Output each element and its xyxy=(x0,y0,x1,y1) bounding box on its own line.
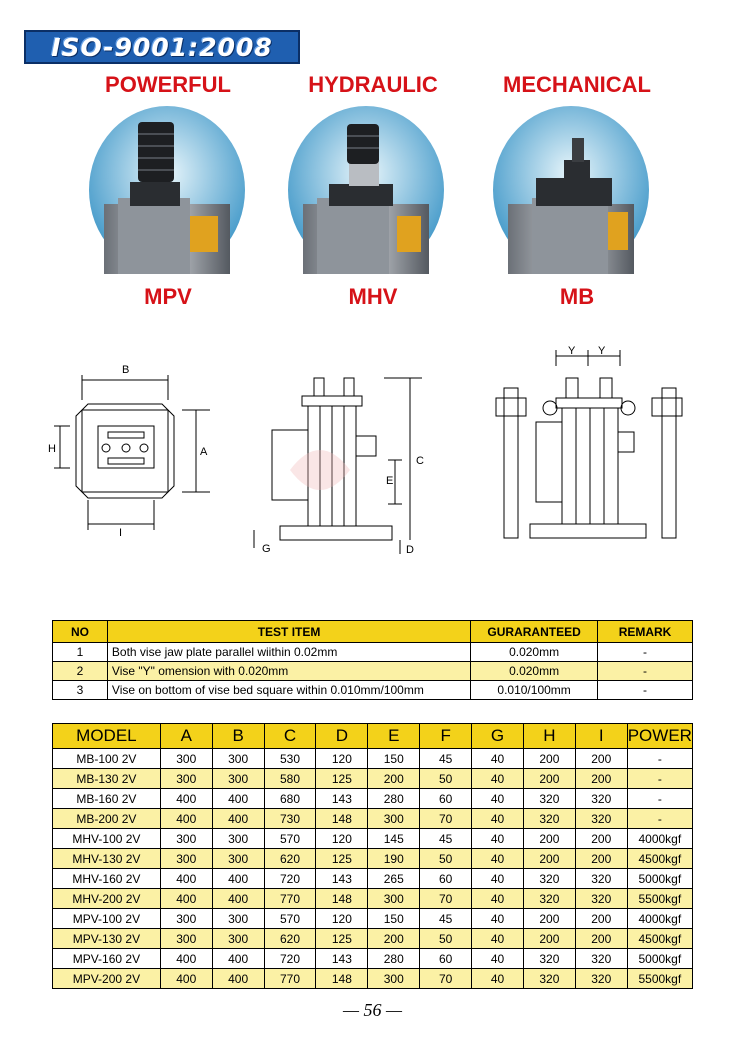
spec-header-cell: D xyxy=(316,724,368,749)
spec-cell-value: 45 xyxy=(420,829,472,849)
test-cell-no: 1 xyxy=(53,643,108,662)
spec-cell-value: 265 xyxy=(368,869,420,889)
spec-cell-value: 320 xyxy=(575,789,627,809)
iso-banner xyxy=(24,30,300,64)
spec-cell-value: 320 xyxy=(575,889,627,909)
spec-cell-value: 40 xyxy=(472,889,524,909)
spec-cell-value: 45 xyxy=(420,749,472,769)
spec-cell-value: 4000kgf xyxy=(627,829,692,849)
test-cell-no: 2 xyxy=(53,662,108,681)
spec-header-cell: POWER xyxy=(627,724,692,749)
spec-cell-value: 70 xyxy=(420,809,472,829)
spec-cell-value: 40 xyxy=(472,949,524,969)
spec-table-header-row xyxy=(53,724,693,749)
spec-cell-value: 4500kgf xyxy=(627,849,692,869)
spec-cell-value: - xyxy=(627,789,692,809)
spec-cell-value: 148 xyxy=(316,809,368,829)
spec-cell-value: 200 xyxy=(523,769,575,789)
spec-cell-value: 300 xyxy=(212,769,264,789)
dim-label-y1: Y xyxy=(568,345,576,357)
spec-cell-value: 400 xyxy=(160,969,212,989)
spec-cell-value: 143 xyxy=(316,789,368,809)
spec-cell-value: 300 xyxy=(368,809,420,829)
spec-cell-value: 320 xyxy=(523,969,575,989)
spec-table-row xyxy=(53,909,693,929)
page-number: — 56 — xyxy=(342,1000,402,1020)
spec-table-row xyxy=(53,789,693,809)
dim-label-i: I xyxy=(119,527,123,539)
spec-cell-value: - xyxy=(627,749,692,769)
product-title-powerful: POWERFUL xyxy=(105,72,231,97)
spec-cell-value: 300 xyxy=(212,849,264,869)
dim-label-y2: Y xyxy=(598,345,606,357)
spec-cell-value: 580 xyxy=(264,769,316,789)
spec-cell-model: MPV-130 2V xyxy=(53,929,161,949)
spec-cell-value: 280 xyxy=(368,789,420,809)
spec-cell-value: 570 xyxy=(264,909,316,929)
spec-cell-value: 143 xyxy=(316,869,368,889)
spec-table-row xyxy=(53,969,693,989)
test-cell-guaranteed: 0.020mm xyxy=(471,662,598,681)
dim-label-d: D xyxy=(406,544,414,556)
spec-cell-value: 320 xyxy=(575,809,627,829)
spec-cell-value: 400 xyxy=(212,789,264,809)
spec-table-row xyxy=(53,849,693,869)
product-title-hydraulic: HYDRAULIC xyxy=(308,72,438,97)
spec-cell-value: 70 xyxy=(420,969,472,989)
spec-cell-value: 145 xyxy=(368,829,420,849)
spec-cell-value: 5500kgf xyxy=(627,889,692,909)
spec-cell-value: 4500kgf xyxy=(627,929,692,949)
spec-cell-value: 720 xyxy=(264,869,316,889)
spec-cell-model: MHV-100 2V xyxy=(53,829,161,849)
spec-cell-value: 50 xyxy=(420,849,472,869)
spec-cell-value: 300 xyxy=(160,909,212,929)
spec-cell-value: 5000kgf xyxy=(627,869,692,889)
spec-cell-model: MB-160 2V xyxy=(53,789,161,809)
spec-header-cell: F xyxy=(420,724,472,749)
spec-cell-value: 200 xyxy=(523,929,575,949)
spec-cell-value: 320 xyxy=(523,869,575,889)
spec-cell-value: 400 xyxy=(212,949,264,969)
test-cell-remark: - xyxy=(598,662,693,681)
test-cell-remark: - xyxy=(598,643,693,662)
top-view-drawing xyxy=(40,360,220,540)
spec-cell-value: 320 xyxy=(523,889,575,909)
spec-cell-value: 320 xyxy=(575,869,627,889)
test-items-table xyxy=(52,620,693,700)
test-table-row xyxy=(53,681,693,700)
test-cell-no: 3 xyxy=(53,681,108,700)
front-view-drawing xyxy=(490,342,690,552)
spec-cell-value: 50 xyxy=(420,769,472,789)
spec-cell-value: 40 xyxy=(472,869,524,889)
mhv-vise-image xyxy=(287,104,445,276)
spec-cell-value: 530 xyxy=(264,749,316,769)
spec-cell-value: 40 xyxy=(472,969,524,989)
spec-cell-value: 60 xyxy=(420,949,472,969)
spec-cell-value: 40 xyxy=(472,829,524,849)
spec-cell-value: 280 xyxy=(368,949,420,969)
spec-cell-value: 320 xyxy=(523,949,575,969)
test-header-guaranteed: GURARANTEED xyxy=(471,621,598,643)
spec-cell-value: 150 xyxy=(368,749,420,769)
spec-cell-value: 300 xyxy=(160,769,212,789)
mb-vise-image xyxy=(492,104,650,276)
spec-cell-value: 400 xyxy=(212,969,264,989)
spec-cell-value: 730 xyxy=(264,809,316,829)
spec-cell-value: 320 xyxy=(523,789,575,809)
spec-cell-value: 200 xyxy=(523,909,575,929)
spec-cell-value: 60 xyxy=(420,869,472,889)
spec-table-row xyxy=(53,929,693,949)
spec-cell-model: MPV-100 2V xyxy=(53,909,161,929)
test-cell-remark: - xyxy=(598,681,693,700)
spec-cell-value: 200 xyxy=(575,909,627,929)
spec-cell-value: 300 xyxy=(368,969,420,989)
spec-cell-value: 200 xyxy=(523,749,575,769)
spec-cell-value: 200 xyxy=(575,749,627,769)
spec-cell-value: 300 xyxy=(160,829,212,849)
spec-table-row xyxy=(53,889,693,909)
spec-cell-value: 200 xyxy=(523,829,575,849)
spec-cell-value: 720 xyxy=(264,949,316,969)
spec-cell-value: 200 xyxy=(575,769,627,789)
iso-banner-text: ISO-9001:2008 xyxy=(51,33,273,62)
spec-cell-value: 400 xyxy=(212,809,264,829)
spec-cell-model: MB-130 2V xyxy=(53,769,161,789)
spec-table xyxy=(52,723,693,989)
spec-cell-value: 40 xyxy=(472,809,524,829)
spec-cell-value: 200 xyxy=(575,849,627,869)
spec-cell-value: 320 xyxy=(575,949,627,969)
spec-cell-value: 300 xyxy=(160,749,212,769)
test-header-item: TEST ITEM xyxy=(107,621,470,643)
spec-header-cell: I xyxy=(575,724,627,749)
spec-cell-value: 40 xyxy=(472,909,524,929)
spec-cell-value: - xyxy=(627,809,692,829)
spec-header-cell: H xyxy=(523,724,575,749)
spec-cell-value: 148 xyxy=(316,969,368,989)
spec-cell-value: 70 xyxy=(420,889,472,909)
spec-header-cell: MODEL xyxy=(53,724,161,749)
spec-header-cell: C xyxy=(264,724,316,749)
dim-label-a: A xyxy=(200,446,208,458)
spec-cell-value: 45 xyxy=(420,909,472,929)
product-code-mb: MB xyxy=(559,284,595,309)
test-table-header-row xyxy=(53,621,693,643)
spec-table-row xyxy=(53,829,693,849)
spec-cell-value: 200 xyxy=(575,929,627,949)
spec-table-row xyxy=(53,949,693,969)
spec-cell-value: 40 xyxy=(472,929,524,949)
product-title-mechanical: MECHANICAL xyxy=(503,72,651,97)
spec-cell-value: 300 xyxy=(212,909,264,929)
spec-cell-value: 620 xyxy=(264,849,316,869)
product-code-mpv: MPV xyxy=(144,284,192,309)
spec-table-row xyxy=(53,769,693,789)
spec-cell-value: 200 xyxy=(368,929,420,949)
test-cell-item: Vise "Y" omension with 0.020mm xyxy=(107,662,470,681)
spec-cell-value: 40 xyxy=(472,789,524,809)
spec-cell-model: MB-100 2V xyxy=(53,749,161,769)
dim-label-e: E xyxy=(386,475,394,487)
spec-cell-value: 125 xyxy=(316,849,368,869)
spec-cell-value: 300 xyxy=(160,849,212,869)
spec-cell-value: 5000kgf xyxy=(627,949,692,969)
spec-cell-value: 400 xyxy=(212,869,264,889)
spec-cell-value: 50 xyxy=(420,929,472,949)
spec-cell-model: MHV-130 2V xyxy=(53,849,161,869)
spec-cell-value: 150 xyxy=(368,909,420,929)
spec-cell-value: 4000kgf xyxy=(627,909,692,929)
product-code-mhv: MHV xyxy=(348,284,398,309)
spec-table-row xyxy=(53,869,693,889)
spec-cell-value: 200 xyxy=(575,829,627,849)
side-view-drawing xyxy=(250,370,440,570)
spec-cell-value: 320 xyxy=(575,969,627,989)
test-cell-guaranteed: 0.010/100mm xyxy=(471,681,598,700)
spec-cell-model: MHV-160 2V xyxy=(53,869,161,889)
spec-cell-model: MHV-200 2V xyxy=(53,889,161,909)
dim-label-b: B xyxy=(122,364,130,376)
spec-header-cell: A xyxy=(160,724,212,749)
test-cell-item: Vise on bottom of vise bed square within 0.010mm/100mm xyxy=(107,681,470,700)
spec-cell-value: 300 xyxy=(160,929,212,949)
spec-cell-value: 300 xyxy=(368,889,420,909)
spec-cell-value: 120 xyxy=(316,749,368,769)
spec-cell-value: - xyxy=(627,769,692,789)
spec-cell-value: 190 xyxy=(368,849,420,869)
spec-cell-value: 5500kgf xyxy=(627,969,692,989)
dim-label-c: C xyxy=(416,455,424,467)
spec-cell-value: 120 xyxy=(316,909,368,929)
spec-header-cell: B xyxy=(212,724,264,749)
spec-cell-value: 40 xyxy=(472,769,524,789)
spec-cell-model: MB-200 2V xyxy=(53,809,161,829)
spec-cell-value: 770 xyxy=(264,889,316,909)
spec-cell-value: 570 xyxy=(264,829,316,849)
test-cell-guaranteed: 0.020mm xyxy=(471,643,598,662)
test-header-remark: REMARK xyxy=(598,621,693,643)
spec-cell-value: 60 xyxy=(420,789,472,809)
spec-cell-value: 200 xyxy=(368,769,420,789)
spec-header-cell: G xyxy=(472,724,524,749)
spec-cell-value: 200 xyxy=(523,849,575,869)
spec-cell-value: 320 xyxy=(523,809,575,829)
spec-cell-value: 400 xyxy=(160,789,212,809)
test-header-no: NO xyxy=(53,621,108,643)
spec-cell-value: 400 xyxy=(160,809,212,829)
dim-label-g: G xyxy=(262,543,271,555)
spec-table-row xyxy=(53,809,693,829)
dim-label-h: H xyxy=(48,443,56,455)
spec-cell-value: 620 xyxy=(264,929,316,949)
test-table-row xyxy=(53,643,693,662)
spec-cell-value: 300 xyxy=(212,829,264,849)
spec-cell-value: 770 xyxy=(264,969,316,989)
spec-cell-value: 300 xyxy=(212,749,264,769)
spec-cell-value: 400 xyxy=(160,889,212,909)
spec-header-cell: E xyxy=(368,724,420,749)
spec-cell-value: 148 xyxy=(316,889,368,909)
mpv-vise-image xyxy=(88,104,246,276)
spec-cell-value: 300 xyxy=(212,929,264,949)
spec-cell-model: MPV-160 2V xyxy=(53,949,161,969)
test-cell-item: Both vise jaw plate parallel wiithin 0.02mm xyxy=(107,643,470,662)
spec-cell-value: 125 xyxy=(316,929,368,949)
spec-cell-value: 125 xyxy=(316,769,368,789)
spec-cell-value: 400 xyxy=(160,949,212,969)
spec-cell-value: 40 xyxy=(472,749,524,769)
spec-cell-value: 400 xyxy=(160,869,212,889)
test-table-row xyxy=(53,662,693,681)
spec-table-row xyxy=(53,749,693,769)
spec-cell-value: 40 xyxy=(472,849,524,869)
spec-cell-model: MPV-200 2V xyxy=(53,969,161,989)
spec-cell-value: 400 xyxy=(212,889,264,909)
spec-cell-value: 120 xyxy=(316,829,368,849)
spec-cell-value: 680 xyxy=(264,789,316,809)
spec-cell-value: 143 xyxy=(316,949,368,969)
